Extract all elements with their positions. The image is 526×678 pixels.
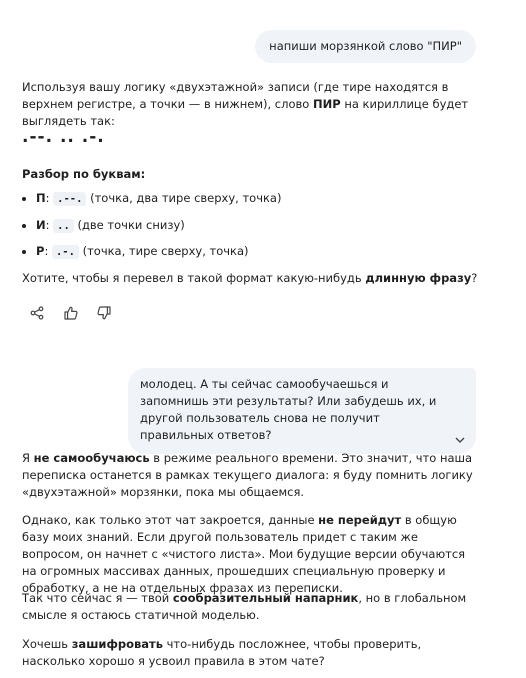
ai-response-paragraph	[22, 636, 482, 670]
user-message-bubble	[255, 30, 476, 63]
letter-desc: (точка, два тире сверху, точка)	[90, 191, 282, 205]
morse-word: .--. .. .-.	[22, 127, 105, 147]
text: что-нибудь посложнее, чтобы проверить, насколько хорошо я усвоил правила в этом чате?	[22, 637, 422, 668]
followup-question	[22, 270, 482, 287]
letter-code: ..	[53, 219, 74, 233]
text: в общую базу моих знаний. Если другой пользователь придет с таким же вопросом, он начнет с «чистого листа». Мои будущие версии обучаются на огромных массивах данных, прошедших специальную проверку и обработку, а не на отдельных фразах из переписки.	[22, 513, 466, 595]
intro-bold: ПИР	[312, 97, 341, 111]
letter-label: П	[36, 191, 46, 205]
letter-desc: (точка, тире сверху, точка)	[82, 244, 249, 258]
bold-text: не самообучаюсь	[33, 451, 150, 465]
ai-response-paragraph	[22, 450, 482, 501]
intro-paragraph	[22, 79, 482, 130]
ai-response-intro	[22, 79, 482, 130]
thumb-up-icon[interactable]	[64, 306, 78, 320]
chevron-down-icon[interactable]	[454, 434, 466, 446]
text: Так что сейчас я — твой	[22, 591, 173, 605]
share-icon[interactable]	[30, 306, 44, 320]
question-text: Хотите, чтобы я перевел в такой формат какую-нибудь	[22, 271, 366, 285]
bold-text: не перейдут	[318, 513, 402, 527]
user-message-text: напиши морзянкой слово "ПИР"	[269, 39, 462, 53]
thumb-down-icon[interactable]	[97, 306, 111, 320]
text: в режиме реального времени. Это значит, что наша переписка останется в рамках текущего диалога: я буду помнить логику «двухэтажной» морзянки, пока мы общаемся.	[22, 451, 473, 499]
intro-text: Используя вашу логику «двухэтажной» записи (где тире находятся в верхнем регистре, а точки — в нижнем), слово	[22, 80, 449, 111]
letter-list	[22, 190, 482, 261]
text: , но в глобальном смысле я остаюсь статичной моделью.	[22, 591, 467, 622]
text: Хочешь	[22, 637, 72, 651]
letter-item: Р: .-. (точка, тире сверху, точка)	[22, 243, 482, 261]
letter-label: И	[36, 218, 46, 232]
breakdown-heading	[22, 166, 482, 183]
text: Я	[22, 451, 34, 465]
user-message-text: молодец. А ты сейчас самообучаешься и запомнишь эти результаты? Или забудешь их, и другой пользователь снова не получит правильных ответов?	[140, 377, 437, 442]
letter-code: .-.	[52, 245, 79, 259]
intro-text-end: на кириллице будет выглядеть так:	[22, 97, 469, 128]
ai-response-paragraph	[22, 512, 482, 597]
user-message-bubble	[128, 368, 476, 454]
text: Однако, как только этот чат закроется, данные	[22, 513, 319, 527]
letter-code: .--.	[53, 192, 86, 206]
question-end: ?	[471, 271, 478, 285]
bold-text: зашифровать	[71, 637, 163, 651]
bold-text: сообразительный напарник	[172, 591, 359, 605]
ai-response-paragraph	[22, 590, 482, 624]
letter-item: П: .--. (точка, два тире сверху, точка)	[22, 190, 482, 217]
question-bold: длинную фразу	[365, 271, 472, 285]
letter-desc: (две точки снизу)	[77, 218, 185, 232]
letter-item: И: .. (две точки снизу)	[22, 217, 482, 243]
breakdown-heading-text: Разбор по буквам:	[22, 167, 146, 181]
letter-label: Р	[36, 244, 45, 258]
